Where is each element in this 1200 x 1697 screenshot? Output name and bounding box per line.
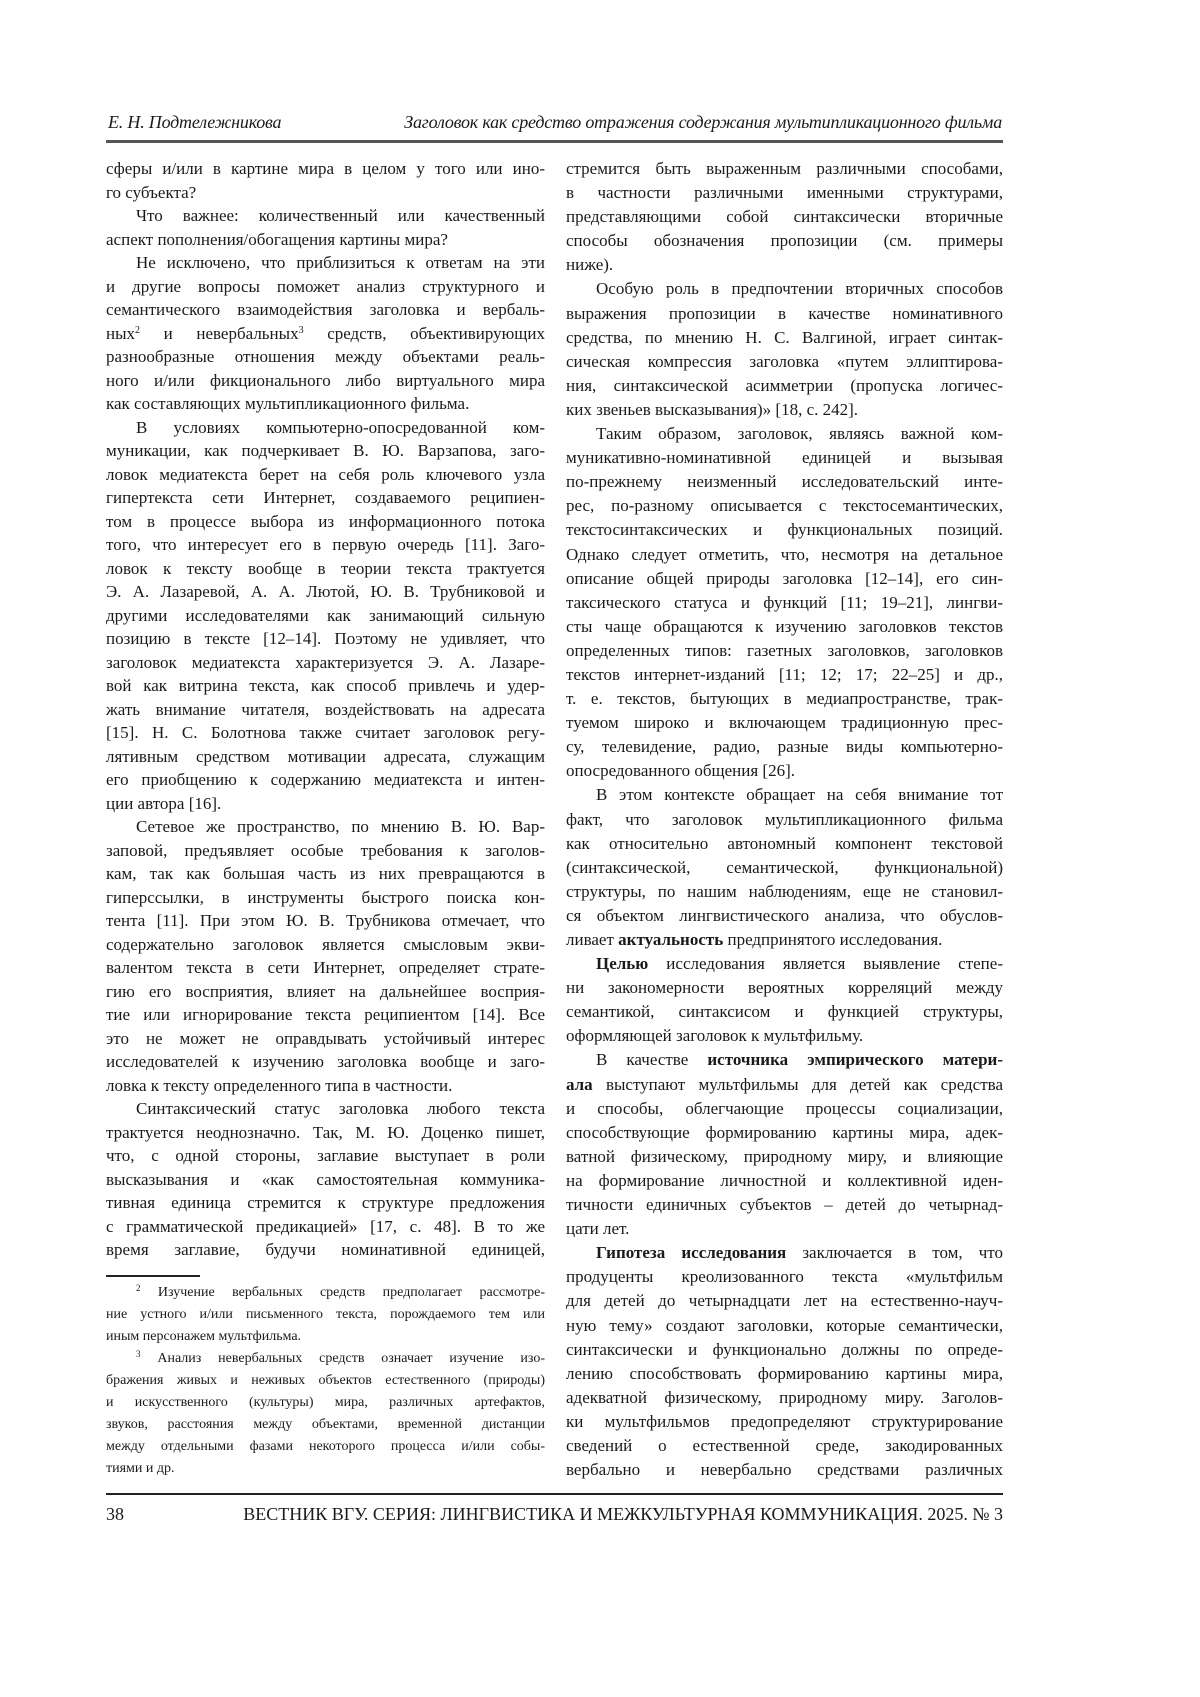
- text-line: на формирование личностной и коллективной иден-: [566, 1169, 1003, 1193]
- text-line: цати лет.: [566, 1217, 1003, 1241]
- text-line: того, что интересует его в первую очередь [11]. Заго-: [106, 533, 545, 557]
- text-line: лятивным средством мотивации адресата, служащим: [106, 745, 545, 769]
- text-line: ного и/или фикционального либо виртуального мира: [106, 369, 545, 393]
- text-line: структуры, по нашим наблюдениям, еще не становил-: [566, 880, 1003, 904]
- text-line: Что важнее: количественный или качественный: [106, 204, 545, 228]
- text-line: ни закономерности вероятных корреляций между: [566, 976, 1003, 1000]
- text-line: Не исключено, что приблизиться к ответам на эти: [106, 251, 545, 275]
- paragraph: [566, 1241, 1003, 1482]
- paragraph: [566, 422, 1003, 783]
- text-line: В этом контексте обращает на себя внимание тот: [566, 783, 1003, 807]
- bold-term: источника эмпирического матери-: [707, 1050, 1003, 1069]
- header-divider: [106, 140, 1003, 143]
- text-line: между отдельными фазами некоторого процесса и/или собы-: [106, 1436, 545, 1458]
- footnote-separator: [106, 1275, 200, 1277]
- footnote-ref: 2: [135, 325, 140, 336]
- footnotes: [106, 1282, 545, 1480]
- text-line: валентом текста в сети Интернет, определяет страте-: [106, 956, 545, 980]
- text-line: ала выступают мультфильмы для детей как средства: [566, 1073, 1003, 1097]
- text-line: Синтаксический статус заголовка любого текста: [106, 1097, 545, 1121]
- text-line: время заглавие, будучи номинативной единицей,: [106, 1238, 545, 1262]
- text-line: тиями и др.: [106, 1458, 545, 1480]
- text-line: семантического взаимодействия заголовка и вербаль-: [106, 298, 545, 322]
- text-line: с грамматической предикацией» [17, с. 48]. В то же: [106, 1215, 545, 1239]
- text-line: ватной физическому, природному миру, и влияющие: [566, 1145, 1003, 1169]
- text-line: ловок к тексту вообще в теории текста трактуется: [106, 557, 545, 581]
- text-line: продуценты креолизованного текста «мультфильм: [566, 1265, 1003, 1289]
- text-line: тента [11]. При этом Ю. В. Трубникова отмечает, что: [106, 909, 545, 933]
- bold-term: ала: [566, 1075, 593, 1094]
- text-line: способы обозначения пропозиции (см. примеры: [566, 229, 1003, 253]
- paragraph: [566, 277, 1003, 422]
- text-line: бражения живых и неживых объектов естественного (природы): [106, 1370, 545, 1392]
- text-line: определенных типов: газетных заголовков, заголовков: [566, 639, 1003, 663]
- text-line: семантикой, синтаксисом и функцией структуры,: [566, 1000, 1003, 1024]
- text-line: текстосинтаксических и функциональных позиций.: [566, 518, 1003, 542]
- text-line: высказывания и «как самостоятельная коммуника-: [106, 1168, 545, 1192]
- text-line: исследователей к изучению заголовка вообще и заго-: [106, 1050, 545, 1074]
- text-line: Целью исследования является выявление степе-: [566, 952, 1003, 976]
- text-line: тие или игнорирование текста реципиентом [14]. Все: [106, 1003, 545, 1027]
- text-line: муникативно-номинативной единицей и вызывая: [566, 446, 1003, 470]
- text-line: тивная единица стремится к структуре предложения: [106, 1191, 545, 1215]
- text-line: заповой, предъявляет особые требования к заголов-: [106, 839, 545, 863]
- bold-term: актуальность: [618, 930, 723, 949]
- text-line: факт, что заголовок мультипликационного фильма: [566, 808, 1003, 832]
- text-line: 2 Изучение вербальных средств предполагает рассмотре-: [106, 1282, 545, 1304]
- text-line: рес, по-разному описывается с текстосемантических,: [566, 494, 1003, 518]
- text-line: гиперссылки, в инструменты быстрого поиска кон-: [106, 886, 545, 910]
- paragraph: [106, 815, 545, 1097]
- paragraph: [566, 157, 1003, 277]
- text-line: и искусственного (культуры) мира, различных артефактов,: [106, 1392, 545, 1414]
- text-line: позицию в тексте [12–14]. Поэтому не удивляет, что: [106, 627, 545, 651]
- text-line: сферы и/или в картине мира в целом у того или ино-: [106, 157, 545, 181]
- paragraph: [566, 952, 1003, 1048]
- text-line: 3 Анализ невербальных средств означает изучение изо-: [106, 1348, 545, 1370]
- text-line: тичности единичных субъектов – детей до четырнад-: [566, 1193, 1003, 1217]
- text-line: лению способствовать формированию картины мира,: [566, 1362, 1003, 1386]
- paragraph: [566, 783, 1003, 952]
- footer-divider: [106, 1493, 1003, 1495]
- text-line: В условиях компьютерно-опосредованной ком-: [106, 416, 545, 440]
- page-number: 38: [106, 1504, 124, 1525]
- text-line: туемом широко и включающем традиционную прес-: [566, 711, 1003, 735]
- text-line: сическая компрессия заголовка «путем эллиптирова-: [566, 350, 1003, 374]
- text-line: другими исследователями как занимающий сильную: [106, 604, 545, 628]
- text-line: ловка к тексту определенного типа в частности.: [106, 1074, 545, 1098]
- text-line: разнообразные отношения между объектами реаль-: [106, 345, 545, 369]
- footnote-ref: 3: [136, 1349, 141, 1359]
- text-line: оформляющей заголовок к мультфильму.: [566, 1024, 1003, 1048]
- right-column: [566, 157, 1003, 1482]
- journal-title: ВЕСТНИК ВГУ. СЕРИЯ: ЛИНГВИСТИКА И МЕЖКУЛЬТУРНАЯ КОММУНИКАЦИЯ. 2025. № 3: [243, 1504, 1003, 1525]
- text-line: ния, синтаксической асимметрии (пропуска логичес-: [566, 374, 1003, 398]
- footnote-ref: 3: [299, 325, 304, 336]
- text-line: Сетевое же пространство, по мнению В. Ю. Вар-: [106, 815, 545, 839]
- text-line: т. е. текстов, бытующих в медиапространстве, трак-: [566, 687, 1003, 711]
- text-line: опосредованного общения [26].: [566, 759, 1003, 783]
- text-line: су, телевидение, радио, разные виды компьютерно-: [566, 735, 1003, 759]
- text-line: для детей до четырнадцати лет на естественно-науч-: [566, 1289, 1003, 1313]
- text-line: заголовок медиатекста характеризуется Э. А. Лазаре-: [106, 651, 545, 675]
- text-line: вой как витрина текста, как способ привлечь и удер-: [106, 674, 545, 698]
- paragraph: [106, 204, 545, 251]
- left-column: [106, 157, 545, 1262]
- text-line: сведений о естественной среде, закодированных: [566, 1434, 1003, 1458]
- text-line: и другие вопросы поможет анализ структурного и: [106, 275, 545, 299]
- text-line: это не может не оправдывать устойчивый интерес: [106, 1027, 545, 1051]
- text-line: Таким образом, заголовок, являясь важной ком-: [566, 422, 1003, 446]
- text-line: текстов интернет-изданий [11; 12; 17; 22–25] и др.,: [566, 663, 1003, 687]
- text-line: аспект пополнения/обогащения картины мира?: [106, 228, 545, 252]
- text-line: сты чаще обращаются к изучению заголовков текстов: [566, 615, 1003, 639]
- bold-term: Гипотеза исследования: [596, 1243, 786, 1262]
- text-line: гию его восприятия, влияет на дальнейшее восприя-: [106, 980, 545, 1004]
- paragraph: [106, 1348, 545, 1480]
- text-line: представляющими собой синтаксически вторичные: [566, 205, 1003, 229]
- text-line: описание общей природы заголовка [12–14], его син-: [566, 567, 1003, 591]
- text-line: стремится быть выраженным различными способами,: [566, 157, 1003, 181]
- paragraph: [106, 251, 545, 416]
- text-line: вербально и невербально средствами различных: [566, 1458, 1003, 1482]
- paragraph: [106, 1282, 545, 1348]
- paragraph: [106, 157, 545, 204]
- text-line: ниже).: [566, 253, 1003, 277]
- text-line: ся объектом лингвистического анализа, что обуслов-: [566, 904, 1003, 928]
- text-line: Однако следует отметить, что, несмотря на детальное: [566, 543, 1003, 567]
- text-line: (синтаксической, семантической, функциональной): [566, 856, 1003, 880]
- text-line: муникации, как подчеркивает В. Ю. Варзапова, заго-: [106, 439, 545, 463]
- text-line: [15]. Н. С. Болотнова также считает заголовок регу-: [106, 721, 545, 745]
- text-line: его приобщению к содержанию медиатекста и интен-: [106, 768, 545, 792]
- text-line: содержательно заголовок является смысловым экви-: [106, 933, 545, 957]
- text-line: том в процессе выбора из информационного потока: [106, 510, 545, 534]
- text-line: В качестве источника эмпирического матери-: [566, 1048, 1003, 1072]
- text-line: что, с одной стороны, заглавие выступает в роли: [106, 1144, 545, 1168]
- text-line: жать внимание читателя, воздействовать на адресата: [106, 698, 545, 722]
- text-line: адекватной физическому, природному миру. Заголов-: [566, 1386, 1003, 1410]
- text-line: звуков, расстояния между объектами, временной дистанции: [106, 1414, 545, 1436]
- paragraph: [106, 416, 545, 816]
- text-line: Э. А. Лазаревой, А. А. Лютой, Ю. В. Трубниковой и: [106, 580, 545, 604]
- text-line: способствующие формированию картины мира, адек-: [566, 1121, 1003, 1145]
- text-line: выражения пропозиции в качестве номинативного: [566, 302, 1003, 326]
- text-line: ловок медиатекста берет на себя роль ключевого узла: [106, 463, 545, 487]
- text-line: ных2 и невербальных3 средств, объективирующих: [106, 322, 545, 346]
- text-line: ливает актуальность предпринятого исследования.: [566, 928, 1003, 952]
- text-line: Особую роль в предпочтении вторичных способов: [566, 277, 1003, 301]
- text-line: ную тему» создают заголовки, которые семантически,: [566, 1314, 1003, 1338]
- text-line: таксического статуса и функций [11; 19–21], лингви-: [566, 591, 1003, 615]
- text-line: ких звеньев высказывания)» [18, с. 242].: [566, 398, 1003, 422]
- text-line: средства, по мнению Н. С. Валгиной, играет синтак-: [566, 326, 1003, 350]
- text-line: ние устного и/или письменного текста, порождаемого тем или: [106, 1304, 545, 1326]
- text-line: и способы, облегчающие процессы социализации,: [566, 1097, 1003, 1121]
- paragraph: [566, 1048, 1003, 1241]
- paragraph: [106, 1097, 545, 1262]
- text-line: как составляющих мультипликационного фильма.: [106, 392, 545, 416]
- text-line: го субъекта?: [106, 181, 545, 205]
- text-line: ки мультфильмов предопределяют структурирование: [566, 1410, 1003, 1434]
- running-header-author: Е. Н. Подтележникова: [108, 112, 281, 133]
- footnote-ref: 2: [136, 1283, 141, 1293]
- text-line: в частности различными именными структурами,: [566, 181, 1003, 205]
- text-line: Гипотеза исследования заключается в том, что: [566, 1241, 1003, 1265]
- text-line: по-прежнему неизменный исследовательский инте-: [566, 470, 1003, 494]
- text-line: как относительно автономный компонент текстовой: [566, 832, 1003, 856]
- text-line: гипертекста сети Интернет, создаваемого реципиен-: [106, 486, 545, 510]
- bold-term: Целью: [596, 954, 648, 973]
- text-line: синтаксически и функционально должны по опреде-: [566, 1338, 1003, 1362]
- text-line: кам, так как большая часть из них превращаются в: [106, 862, 545, 886]
- text-line: иным персонажем мультфильма.: [106, 1326, 545, 1348]
- running-header-title: Заголовок как средство отражения содержания мультипликационного фильма: [404, 112, 1002, 133]
- text-line: трактуется неоднозначно. Так, М. Ю. Доценко пишет,: [106, 1121, 545, 1145]
- text-line: ции автора [16].: [106, 792, 545, 816]
